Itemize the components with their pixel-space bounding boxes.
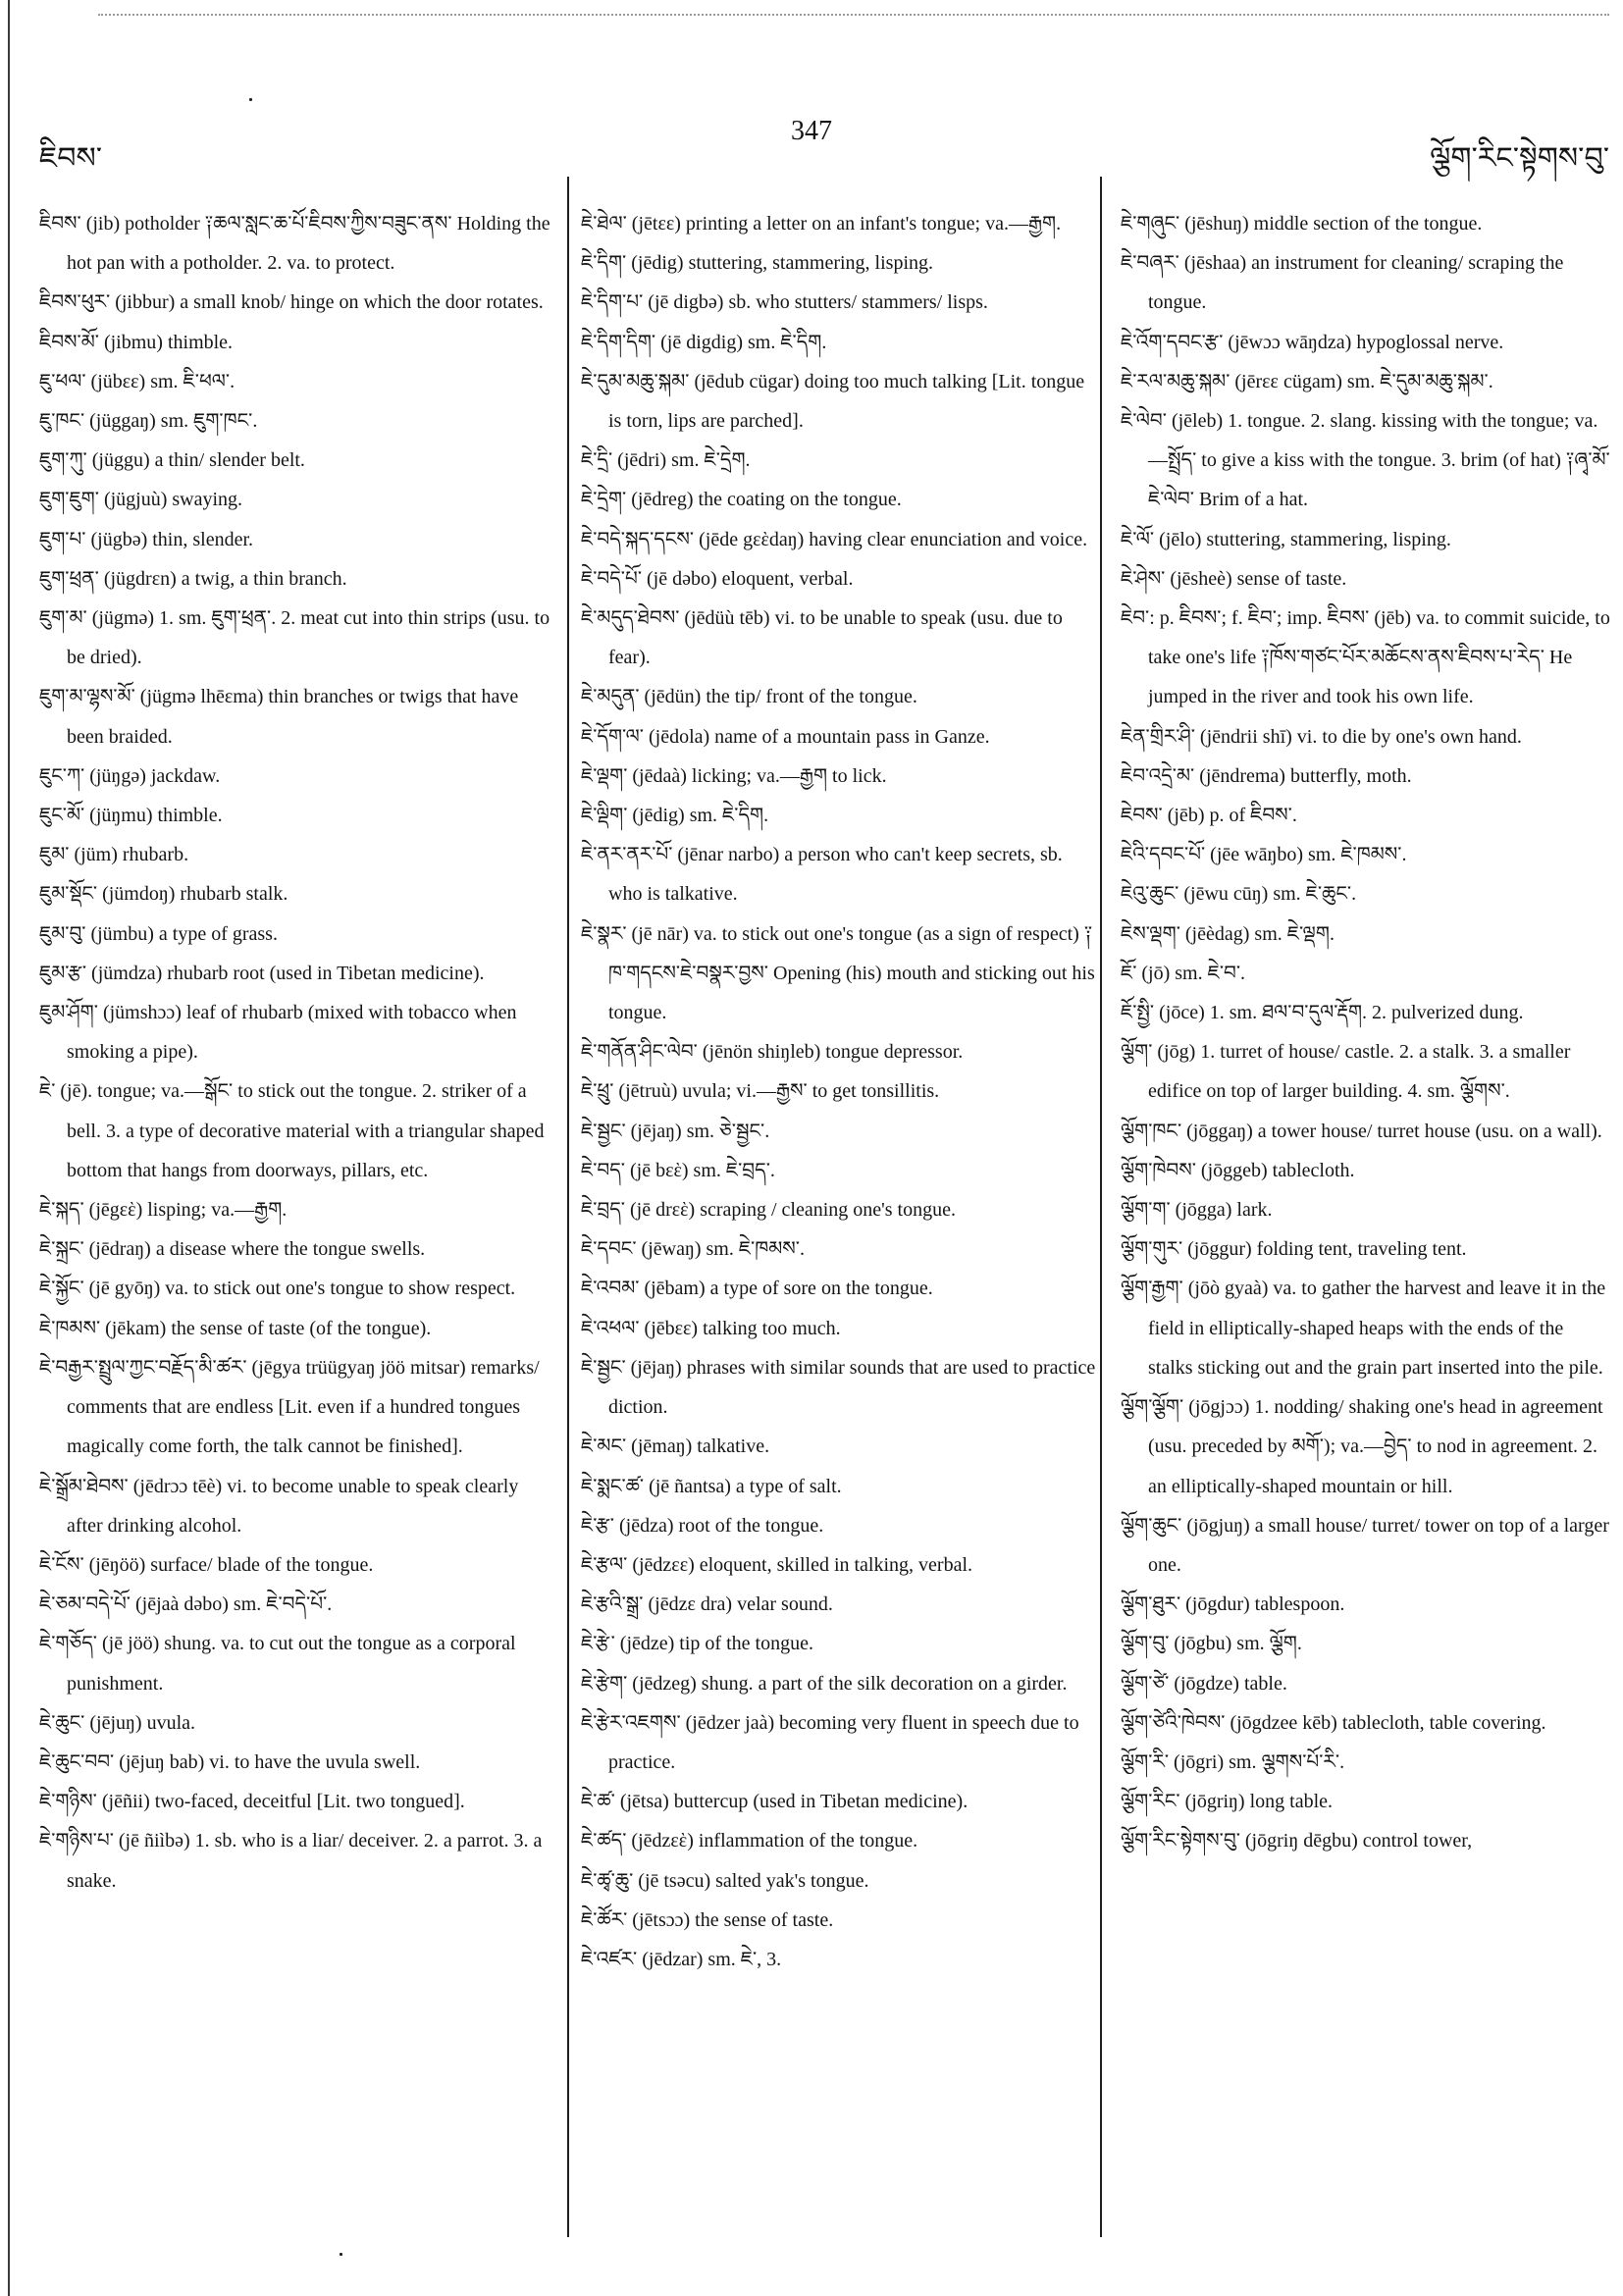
dictionary-entry: ཇེ་ངོས་ (jēŋöö) surface/ blade of the tongue. — [39, 1553, 374, 1576]
dictionary-entry: ཇེ་གཉིས་པ་ (jē ñiìbə) 1. sb. who is a liar/ deceiver. 2. a parrot. 3. a snake. — [39, 1830, 543, 1892]
dictionary-entry: ཇེ་སྐྱོང་ (jē gyōŋ) va. to stick out one's tongue to show respect. — [39, 1278, 516, 1300]
dictionary-entry: ལྕོག་གུར་ (jōggur) folding tent, traveling tent. — [1121, 1238, 1467, 1261]
dictionary-entry: ཇེ་སྦྱང་ (jējaŋ) phrases with similar sounds that are used to practice diction. — [581, 1356, 1096, 1419]
dictionary-entry: ཇེབས་ (jēb) p. of ཇིབས་. — [1121, 805, 1297, 827]
dictionary-entry: ཇེ་ལྡག་ (jēdaà) licking; va.—རྒྱག to lick. — [581, 764, 887, 787]
dictionary-entry: ཇེ་འོག་དབང་རྩ་ (jēwɔɔ wāŋdza) hypoglossal nerve. — [1121, 331, 1504, 353]
dictionary-entry: ལྕོག་ཁང་ (jōggaŋ) a tower house/ turret house (usu. on a wall). — [1121, 1120, 1602, 1142]
dictionary-entry: ཇེ་མདུད་ཐེབས་ (jēdüù tēb) vi. to be unable to speak (usu. due to fear). — [581, 607, 1063, 669]
ink-mark — [340, 2253, 342, 2256]
dictionary-entry: ཇེ་དིག་པ་ (jē digbə) sb. who stutters/ stammers/ lisps. — [581, 291, 988, 314]
dictionary-entry: ཇེ་དིག་དིག་ (jē digdig) sm. ཇེ་དིག. — [581, 331, 827, 353]
dictionary-entry: ཇེའུ་ཆུང་ (jēwu cūŋ) sm. ཇེ་ཆུང་. — [1121, 883, 1357, 906]
dictionary-entry: ཇེ་སྐྲང་ (jēdraŋ) a disease where the tongue swells. — [39, 1238, 426, 1261]
dictionary-entry: ཇིབས་ཕུར་ (jibbur) a small knob/ hinge on which the door rotates. — [39, 291, 544, 314]
dictionary-entry: ཇོ་ (jō) sm. ཇེ་བ་. — [1121, 962, 1246, 984]
dictionary-entry: ཇུང་མོ་ (jüŋmu) thimble. — [39, 805, 223, 827]
dictionary-entry: ཇེ་འཛར་ (jēdzar) sm. ཇེ་, 3. — [581, 1948, 782, 1970]
dictionary-entry: ཇེ་གཉིས་ (jēñii) two-faced, deceitful [Lit. two tongued]. — [39, 1791, 465, 1813]
dictionary-entry: ཇུམ་རྩ་ (jümdza) rhubarb root (used in Tibetan medicine). — [39, 962, 485, 984]
dictionary-entry: ཇེ་མང་ (jēmaŋ) talkative. — [581, 1435, 770, 1458]
dictionary-column-2 — [581, 204, 1096, 1979]
page-number: 347 — [791, 116, 832, 146]
dictionary-entry: ཇེ་དུམ་མཆུ་སྐམ་ (jēdub cügar) doing too much talking [Lit. tongue is torn, lips are parched]. — [581, 370, 1085, 433]
dictionary-entry: ཇེ་ནར་ནར་པོ་ (jēnar narbo) a person who can't keep secrets, sb. who is talkative. — [581, 844, 1063, 906]
dictionary-entry: ཇུག་ཀུ་ (jüggu) a thin/ slender belt. — [39, 449, 305, 472]
page-edge-rule — [8, 0, 10, 2296]
running-head-right: ལྕོག་རིང་སྟེགས་བུ་ — [1430, 141, 1609, 176]
dictionary-entry: ཇེ་ཐེལ་ (jētεε) printing a letter on an infant's tongue; va.—རྒྱག. — [581, 213, 1062, 235]
dictionary-entry: ལྕོག་ལྕོག་ (jōgjɔɔ) 1. nodding/ shaking one's head in agreement (usu. preceded by མགོ་); va.—བྱེད་ to nod in agreement. 2. an elliptically-shaped mountain or hill. — [1121, 1396, 1603, 1497]
dictionary-entry: ལྕོག་བུ་ (jōgbu) sm. ལྕོག. — [1121, 1633, 1302, 1655]
dictionary-entry: ཇུམ་ཤོག་ (jümshɔɔ) leaf of rhubarb (mixed with tobacco when smoking a pipe). — [39, 1002, 517, 1064]
dictionary-entry: ལྕོག་ཁེབས་ (jōggeb) tablecloth. — [1121, 1159, 1355, 1181]
page-top-rule — [98, 14, 1609, 16]
dictionary-entry: ལྕོག་ཆུང་ (jōgjuŋ) a small house/ turret/ tower on top of a larger one. — [1121, 1514, 1609, 1576]
dictionary-entry: ཇེ་ཆུང་བབ་ (jējuŋ bab) vi. to have the uvula swell. — [39, 1750, 421, 1773]
dictionary-entry: ཇེ་ཚ་ (jētsa) buttercup (used in Tibetan medicine). — [581, 1791, 969, 1813]
dictionary-entry: ལྕོག་རྒྱག་ (jōò gyaà) va. to gather the harvest and leave it in the field in elliptically-shaped heaps with the ends of the stalks sticking out and the grain part inserted into the pile. — [1121, 1278, 1606, 1379]
dictionary-entry: ཇེ་རྩལ་ (jēdzεε) eloquent, skilled in talking, verbal. — [581, 1553, 973, 1576]
dictionary-entry: ལྕོག་ཙེ་ (jōgdze) table. — [1121, 1672, 1287, 1695]
ink-mark — [249, 98, 252, 101]
dictionary-entry: ཇུ་ཕལ་ (jübεε) sm. ཇི་ཕལ་. — [39, 370, 236, 392]
dictionary-entry: ཇེ་ཚྭ་ཆུ་ (jē tsəcu) salted yak's tongue. — [581, 1869, 869, 1892]
running-head-left: ཇིབས་ — [39, 141, 103, 176]
dictionary-entry: ཇེ་རྩེ་ (jēdze) tip of the tongue. — [581, 1633, 813, 1655]
dictionary-entry: ཇུག་མ་ལྷས་མོ་ (jügmə lhēεma) thin branches or twigs that have been braided. — [39, 686, 519, 748]
dictionary-entry: ཇེབ་: p. ཇིབས་; f. ཇིབ་; imp. ཇིབས་ (jēb) va. to commit suicide, to take one's life ༑ཁོས་གཙང་པོར་མཆོངས་ནས་ཇིབས་པ་རེད་ He jumped in the river and took his own life. — [1121, 607, 1610, 708]
dictionary-entry: ཇེ་རྩེར་འཇགས་ (jēdzer jaà) becoming very fluent in speech due to practice. — [581, 1711, 1079, 1773]
dictionary-entry: ཇེ་གཞུང་ (jēshuŋ) middle section of the tongue. — [1121, 213, 1483, 235]
dictionary-entry: ཇེ་བདེ་པོ་ (jē dəbo) eloquent, verbal. — [581, 567, 854, 590]
dictionary-entry: ཇེ་ལྡིག་ (jēdig) sm. ཇེ་དིག. — [581, 805, 769, 827]
dictionary-entry: ཇེ་ཚོར་ (jētsɔɔ) the sense of taste. — [581, 1908, 834, 1931]
dictionary-entry: ཇོ་སྤྱི་ (jōce) 1. sm. ཐལ་བ་དུལ་རྡོག. 2. pulverized dung. — [1121, 1002, 1524, 1024]
dictionary-entry: ཇེ་རྩ་ (jēdza) root of the tongue. — [581, 1514, 824, 1537]
dictionary-entry: ཇེ་ཆུང་ (jējuŋ) uvula. — [39, 1711, 196, 1734]
dictionary-column-1 — [39, 204, 554, 1901]
dictionary-entry: ཇུམ་བུ་ (jümbu) a type of grass. — [39, 922, 278, 945]
dictionary-entry: ཇུ་ཁང་ (jüggaŋ) sm. ཇུག་ཁང་. — [39, 410, 258, 433]
dictionary-entry: ཇེ་སྒྲོམ་ཐེབས་ (jēdrɔɔ tēè) vi. to become unable to speak clearly after drinking alcohol. — [39, 1475, 519, 1537]
dictionary-column-3 — [1121, 204, 1611, 1861]
dictionary-entry: ལྕོག་རི་ (jōgri) sm. ལྕགས་པོ་རི་. — [1121, 1750, 1345, 1773]
dictionary-entry: ཇེ་རྩའི་སྒྲ་ (jēdzε dra) velar sound. — [581, 1593, 833, 1616]
dictionary-entry: ཇེ་དིག་ (jēdig) stuttering, stammering, lisping. — [581, 252, 933, 275]
dictionary-entry: ཇེ་ལེབ་ (jēleb) 1. tongue. 2. slang. kissing with the tongue; va.—སྤྲོད་ to give a kiss with the tongue. 3. brim (of hat) ༑ཞྭ་མོ་ཇེ་ལེབ་ Brim of a hat. — [1121, 410, 1610, 511]
dictionary-entry: ཇུག་མ་ (jügmə) 1. sm. ཇུག་ཕྲན་. 2. meat cut into thin strips (usu. to be dried). — [39, 607, 550, 669]
dictionary-entry: ཇེ་སྐད་ (jēgεὲ) lisping; va.—རྒྱག. — [39, 1199, 288, 1222]
dictionary-entry: ཇུག་ཕྲན་ (jügdrεn) a twig, a thin branch. — [39, 567, 347, 590]
dictionary-entry: ཇེ་རལ་མཆུ་སྐམ་ (jērεε cügam) sm. ཇེ་དུམ་མཆུ་སྐམ་. — [1121, 370, 1493, 392]
dictionary-entry: ཇེ་དྲི་ (jēdri) sm. ཇེ་དྲེག. — [581, 449, 751, 472]
dictionary-entry: ཇེ་སྣར་ (jē nār) va. to stick out one's tongue (as a sign of respect) ༑ཁ་གདངས་ཇེ་བསྣར་བྱས་ Opening (his) mouth and sticking out his tongue. — [581, 922, 1095, 1024]
dictionary-entry: ཇེ་དྲེག་ (jēdreg) the coating on the tongue. — [581, 489, 902, 511]
dictionary-entry: ཇེ་ཕྲུ་ (jētruù) uvula; vi.—རྒྱས་ to get tonsillitis. — [581, 1080, 940, 1103]
dictionary-entry: ཇེ་སྨང་ཚ་ (jē ñantsa) a type of salt. — [581, 1475, 842, 1497]
dictionary-entry: ཇེའི་དབང་པོ་ (jēe wāŋbo) sm. ཇེ་ཁམས་. — [1121, 844, 1407, 866]
column-divider — [567, 177, 569, 2237]
dictionary-entry: ཇེ་གཅོད་ (jē jöö) shung. va. to cut out the tongue as a corporal punishment. — [39, 1633, 516, 1695]
dictionary-entry: ལྕོག་ག་ (jōgga) lark. — [1121, 1199, 1273, 1222]
dictionary-entry: ལྕོག་ཐུར་ (jōgdur) tablespoon. — [1121, 1593, 1345, 1616]
dictionary-entry: ཇེ་ (jē). tongue; va.—སྒོང་ to stick out the tongue. 2. striker of a bell. 3. a type of decorative material with a triangular shaped bottom that hangs from doorways, pillars, etc. — [39, 1080, 545, 1181]
dictionary-entry: ཇེ་བད་ (jē bεὲ) sm. ཇེ་བྲད་. — [581, 1159, 775, 1181]
dictionary-entry: ཇེ་མདུན་ (jēdün) the tip/ front of the tongue. — [581, 686, 917, 708]
dictionary-entry: ཇེ་རྩེག་ (jēdzeg) shung. a part of the silk decoration on a girder. — [581, 1672, 1068, 1695]
dictionary-entry: ཇུམ་ (jüm) rhubarb. — [39, 844, 189, 866]
dictionary-entry: ཇེ་དོག་ལ་ (jēdola) name of a mountain pass in Ganze. — [581, 725, 990, 748]
dictionary-entry: ཇེན་གྲིར་ཤི་ (jēndrii shī) vi. to die by one's own hand. — [1121, 725, 1522, 748]
dictionary-entry: ཇེ་བཞར་ (jēshaa) an instrument for cleaning/ scraping the tongue. — [1121, 252, 1564, 314]
dictionary-entry: ཇེ་ལོ་ (jēlo) stuttering, stammering, lisping. — [1121, 528, 1451, 550]
dictionary-entry: ཇེ་སྦྱང་ (jējaŋ) sm. ཅེ་སྦྱང་. — [581, 1120, 770, 1142]
dictionary-entry: ཇེ་བྲད་ (jē drεὲ) scraping / cleaning one's tongue. — [581, 1199, 956, 1222]
dictionary-entry: ཇེ་བདེ་སྐད་དངས་ (jēde gεὲdaŋ) having clear enunciation and voice. — [581, 528, 1088, 550]
dictionary-entry: ཇུག་པ་ (jügbə) thin, slender. — [39, 528, 254, 550]
dictionary-entry: ལྕོག་ཙེའི་ཁེབས་ (jōgdzee kēb) tablecloth, table covering. — [1121, 1711, 1546, 1734]
dictionary-entry: ཇེ་གནོན་ཤིང་ལེབ་ (jēnön shiŋleb) tongue depressor. — [581, 1041, 964, 1064]
dictionary-entry: ཇིབས་ (jib) potholder ༑ཆལ་སླང་ཆ་པོ་ཇིབས་ཀྱིས་བཟུང་ནས་ Holding the hot pan with a potholder. 2. va. to protect. — [39, 213, 550, 275]
dictionary-entry: ལྕོག་ (jōg) 1. turret of house/ castle. 2. a stalk. 3. a smaller edifice on top of larger building. 4. sm. ལྕོགས་. — [1121, 1041, 1571, 1103]
dictionary-entry: ཇེ་དབང་ (jēwaŋ) sm. ཇེ་ཁམས་. — [581, 1238, 805, 1261]
dictionary-entry: ཇུང་ཀ་ (jüŋgə) jackdaw. — [39, 764, 221, 787]
dictionary-entry: ཇེ་འཕལ་ (jēbεε) talking too much. — [581, 1317, 841, 1339]
dictionary-entry: ཇེས་ལྡག་ (jēèdag) sm. ཇེ་ལྡག. — [1121, 922, 1335, 945]
dictionary-entry: ལྕོག་རིང་ (jōgriŋ) long table. — [1121, 1791, 1334, 1813]
dictionary-entry: ཇིབས་མོ་ (jibmu) thimble. — [39, 331, 234, 353]
column-divider — [1100, 177, 1102, 2237]
dictionary-entry: ཇུག་ཇུག་ (jügjuù) swaying. — [39, 489, 243, 511]
dictionary-entry: ཇེ་ཅམ་བདེ་པོ་ (jējaà dəbo) sm. ཇེ་བདེ་པོ་. — [39, 1593, 333, 1616]
dictionary-entry: ཇེབ་འདྲེ་མ་ (jēndrema) butterfly, moth. — [1121, 764, 1412, 787]
dictionary-entry: ཇེ་ཤེས་ (jēsheè) sense of taste. — [1121, 567, 1347, 590]
dictionary-entry: ལྕོག་རིང་སྟེགས་བུ་ (jōgriŋ dēgbu) control tower, — [1121, 1830, 1473, 1852]
dictionary-entry: ཇེ་འབམ་ (jēbam) a type of sore on the tongue. — [581, 1278, 933, 1300]
dictionary-entry: ཇེ་ཁམས་ (jēkam) the sense of taste (of the tongue). — [39, 1317, 432, 1339]
dictionary-entry: ཇེ་ཚད་ (jēdzεὲ) inflammation of the tongue. — [581, 1830, 918, 1852]
dictionary-entry: ཇུམ་སྡོང་ (jümdoŋ) rhubarb stalk. — [39, 883, 288, 906]
dictionary-entry: ཇེ་བརྒྱར་སྤྲུལ་ཀྱང་བརྗོད་མི་ཚར་ (jēgya trüügyaŋ jöö mitsar) remarks/ comments that are endless [Lit. even if a hundred tongues magically come forth, the talk cannot be finished]. — [39, 1356, 540, 1458]
